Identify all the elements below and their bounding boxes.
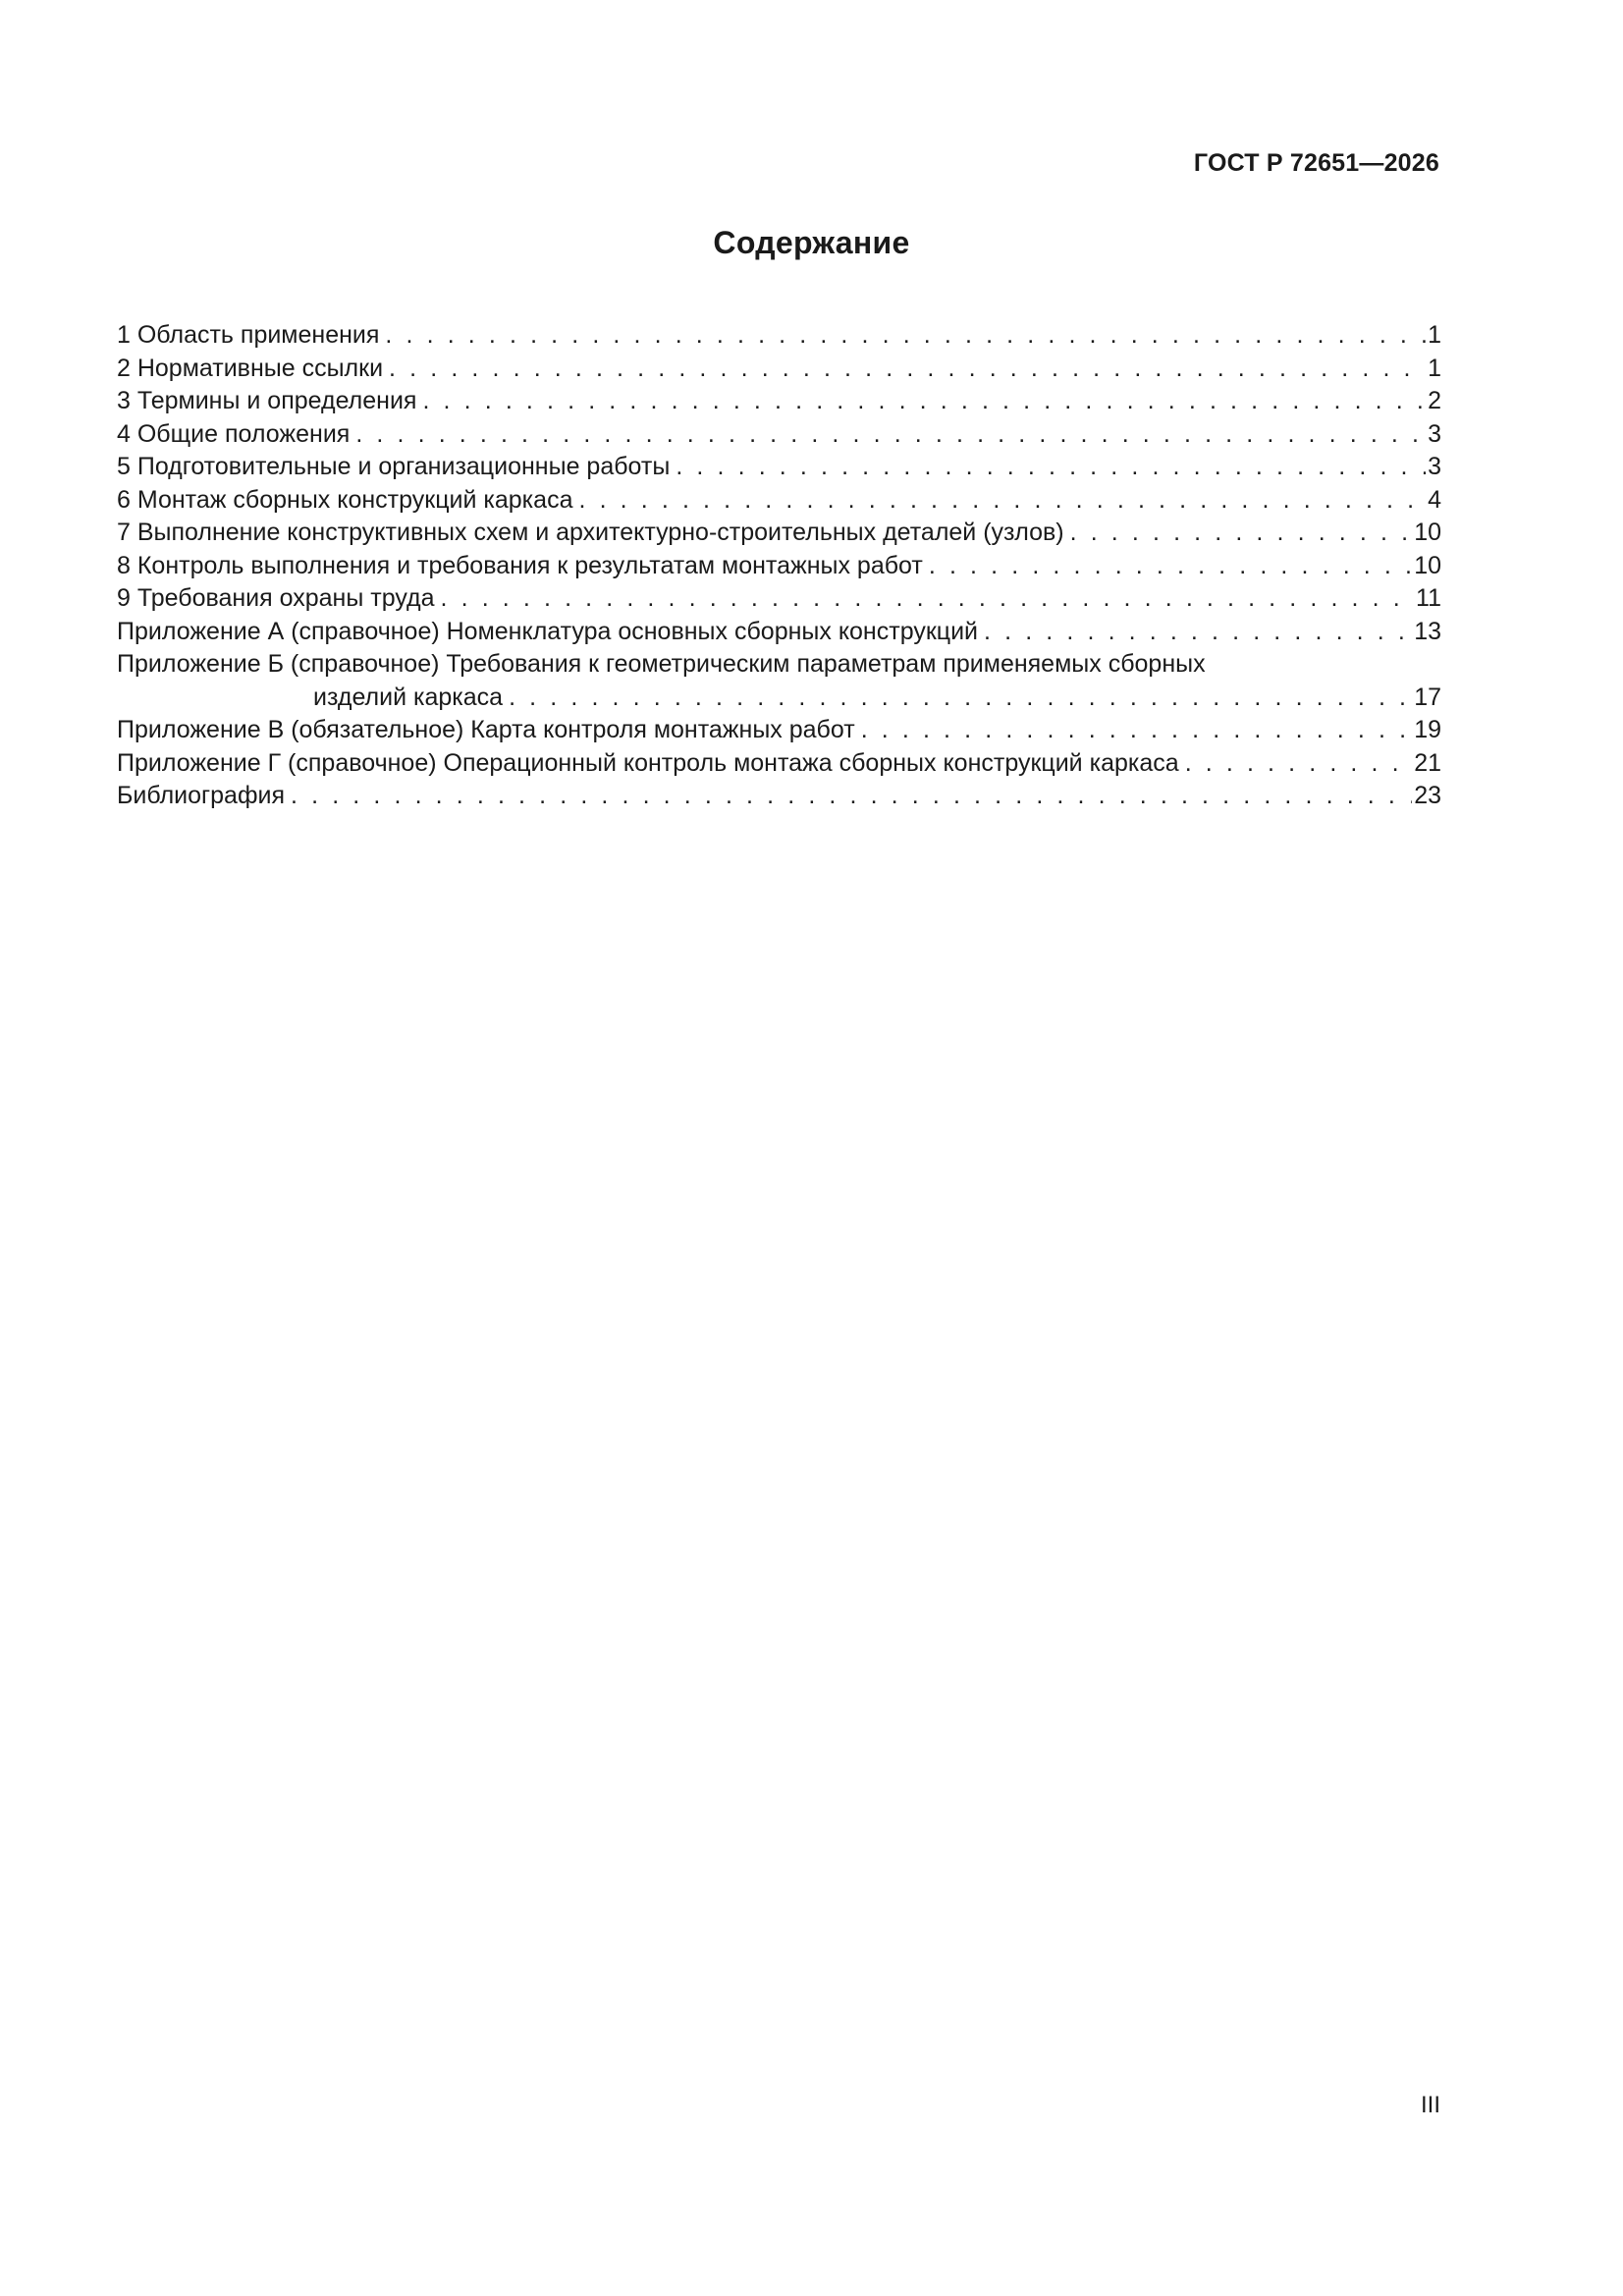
toc-entry-label: Библиография (117, 782, 286, 809)
dot-leader (291, 780, 1412, 813)
dot-leader (509, 682, 1412, 715)
toc-entry-page: 19 (1414, 716, 1441, 743)
dot-leader (676, 451, 1426, 484)
toc-entry-page: 10 (1414, 551, 1441, 579)
toc-entry-7[interactable] (117, 517, 1441, 550)
dot-leader (578, 484, 1426, 518)
dot-leader (861, 714, 1413, 747)
toc-entry-label: 9 Требования охраны труда (117, 584, 435, 612)
toc-entry-label: Приложение А (справочное) Номенклатура основных сборных конструкций (117, 617, 979, 645)
toc-entry-label: 3 Термины и определения (117, 387, 417, 414)
toc-entry-page: 3 (1428, 419, 1441, 448)
toc-entry-appendix-a[interactable] (117, 616, 1441, 649)
toc-entry-2[interactable] (117, 353, 1441, 386)
toc-entry-8[interactable] (117, 550, 1441, 583)
document-code: ГОСТ Р 72651—2026 (1193, 149, 1439, 177)
toc-entry-bibliography[interactable] (117, 780, 1441, 813)
toc-entry-page: 1 (1428, 354, 1441, 382)
toc-entry-1[interactable] (117, 319, 1441, 353)
toc-entry-page: 4 (1428, 485, 1441, 514)
toc-entry-appendix-g[interactable] (117, 747, 1441, 781)
toc-entry-label: 6 Монтаж сборных конструкций каркаса (117, 485, 573, 514)
dot-leader (355, 418, 1426, 452)
toc-entry-label: 1 Область применения (117, 321, 380, 349)
page-number: III (1420, 2092, 1440, 2118)
toc-entry-label: 4 Общие положения (117, 419, 351, 448)
toc-entry-label: Приложение В (обязательное) Карта контроля монтажных работ (117, 716, 855, 743)
toc-entry-page: 23 (1414, 782, 1441, 809)
dot-leader (929, 550, 1412, 583)
dot-leader (389, 353, 1426, 386)
toc-entry-5[interactable] (117, 451, 1441, 484)
toc-entry-label: 8 Контроль выполнения и требования к результатам монтажных работ (117, 551, 923, 579)
toc-entry-label: Приложение Г (справочное) Операционный контроль монтажа сборных конструкций каркаса (117, 748, 1179, 777)
dot-leader (1185, 747, 1413, 781)
dot-leader (984, 616, 1412, 649)
toc-entry-label: 2 Нормативные ссылки (117, 354, 384, 382)
toc-entry-9[interactable] (117, 582, 1441, 616)
dot-leader (422, 385, 1426, 418)
toc-entry-label: 7 Выполнение конструктивных схем и архитектурно-строительных деталей (узлов) (117, 519, 1064, 546)
toc-entry-4[interactable] (117, 418, 1441, 452)
dot-leader (385, 319, 1426, 353)
toc-entry-page: 10 (1414, 519, 1441, 546)
toc-entry-page: 13 (1414, 617, 1441, 645)
toc-entry-page: 3 (1428, 453, 1441, 480)
toc-title: Содержание (713, 225, 910, 260)
toc-entry-6[interactable] (117, 484, 1441, 518)
toc-entry-page: 2 (1428, 387, 1441, 414)
toc-entry-label-line1: Приложение Б (справочное) Требования к геометрическим параметрам применяемых сборных (117, 650, 1206, 678)
toc-entry-label-line2: изделий каркаса (313, 683, 504, 711)
toc-entry-page: 1 (1428, 321, 1441, 349)
toc-entry-3[interactable] (117, 385, 1441, 418)
toc-entry-appendix-v[interactable] (117, 714, 1441, 747)
toc-entry-label: 5 Подготовительные и организационные работы (117, 453, 671, 480)
table-of-contents (117, 319, 1441, 813)
dot-leader (441, 582, 1415, 616)
toc-entry-page: 11 (1416, 584, 1441, 612)
toc-entry-page: 21 (1414, 748, 1441, 777)
dot-leader (1070, 517, 1413, 550)
toc-entry-appendix-b[interactable] (117, 648, 1441, 714)
toc-entry-page: 17 (1414, 683, 1441, 711)
